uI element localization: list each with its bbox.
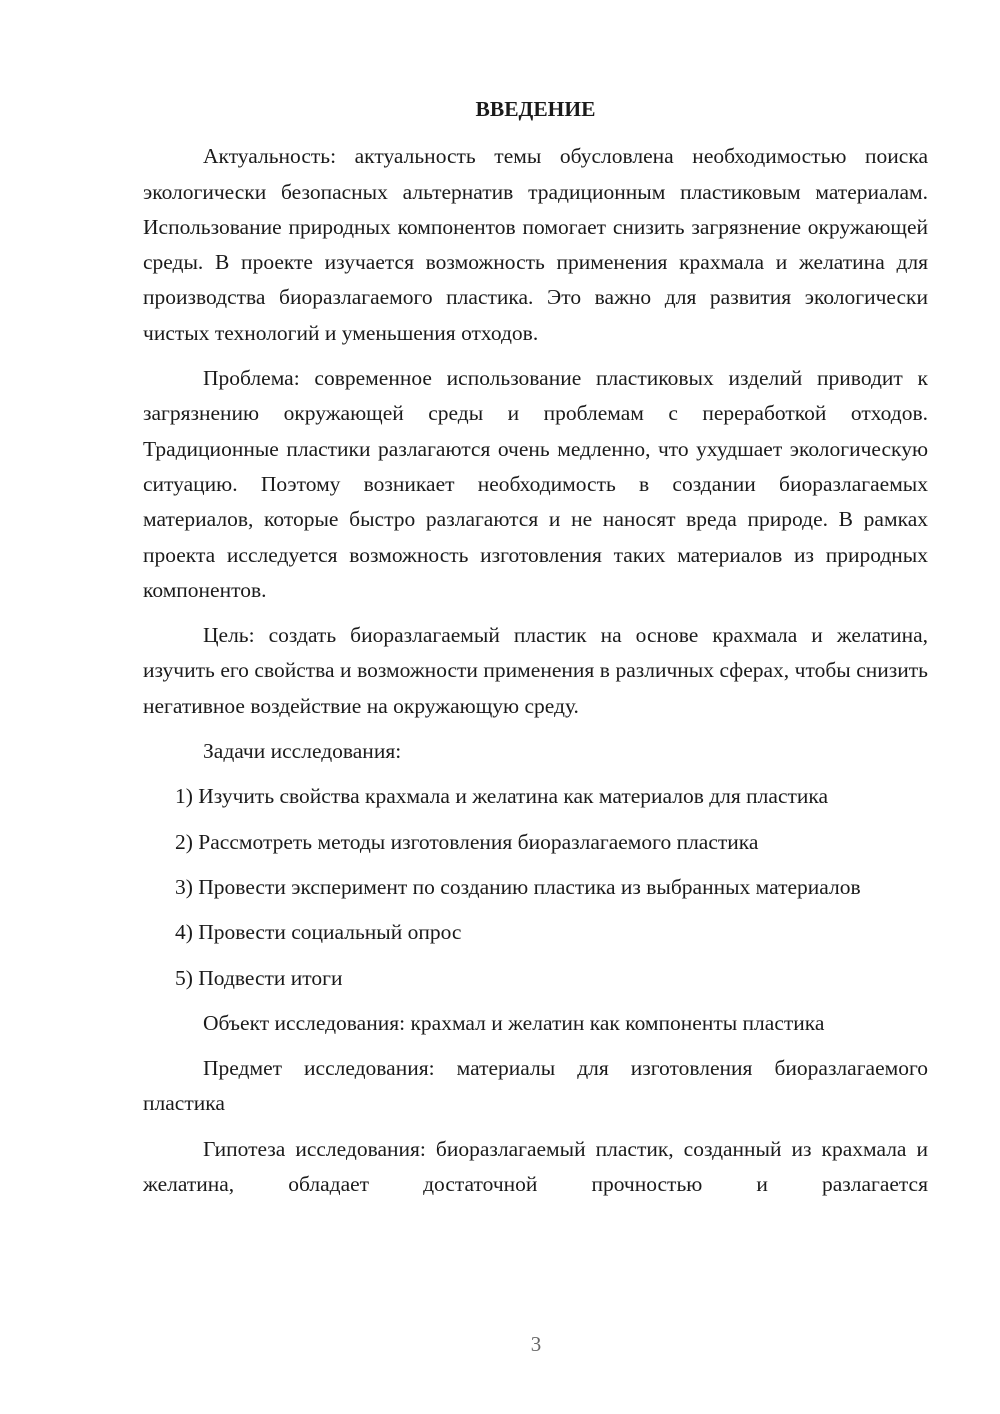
subject-paragraph: Предмет исследования: материалы для изготовления биоразлагаемого пластика <box>143 1056 928 1116</box>
problem-paragraph: Проблема: современное использование пластиковых изделий приводит к загрязнению окружающей среды и проблемам с переработкой отходов. Традиционные пластики разлагаются очень медленно, что ухудшает экологическую ситуацию. Поэтому возникает необходимость в создании биоразлагаемых материалов, которые быстро разлагаются и не наносят вреда природе. В рамках проекта исследуется возможность изготовления таких материалов из природных компонентов. <box>143 366 928 602</box>
tasks-label: Задачи исследования: <box>203 739 402 764</box>
task-item: 5) Подвести итоги <box>175 965 343 990</box>
task-item: 2) Рассмотреть методы изготовления биоразлагаемого пластика <box>175 829 759 854</box>
goal-paragraph: Цель: создать биоразлагаемый пластик на основе крахмала и желатина, изучить его свойства и возможности применения в различных сферах, чтобы снизить негативное воздействие на окружающую среду. <box>143 623 928 718</box>
document-page <box>143 92 928 1212</box>
relevance-paragraph: Актуальность: актуальность темы обусловлена необходимостью поиска экологически безопасных альтернатив традиционным пластиковым материалам. Использование природных компонентов помогает снизить загрязнение окружающей среды. В проекте изучается возможность применения крахмала и желатина для производства биоразлагаемого пластика. Это важно для развития экологически чистых технологий и уменьшения отходов. <box>143 144 928 345</box>
task-item: 3) Провести эксперимент по созданию пластика из выбранных материалов <box>175 874 861 899</box>
object-paragraph: Объект исследования: крахмал и желатин как компоненты пластика <box>203 1010 825 1035</box>
hypothesis-paragraph: Гипотеза исследования: биоразлагаемый пластик, созданный из крахмала и желатина, обладает достаточной прочностью и разлагается <box>143 1136 928 1197</box>
task-item: 1) Изучить свойства крахмала и желатина как материалов для пластика <box>175 784 829 809</box>
section-heading: ВВЕДЕНИЕ <box>475 97 596 121</box>
task-item: 4) Провести социальный опрос <box>175 920 462 945</box>
page-number: 3 <box>530 1332 542 1356</box>
